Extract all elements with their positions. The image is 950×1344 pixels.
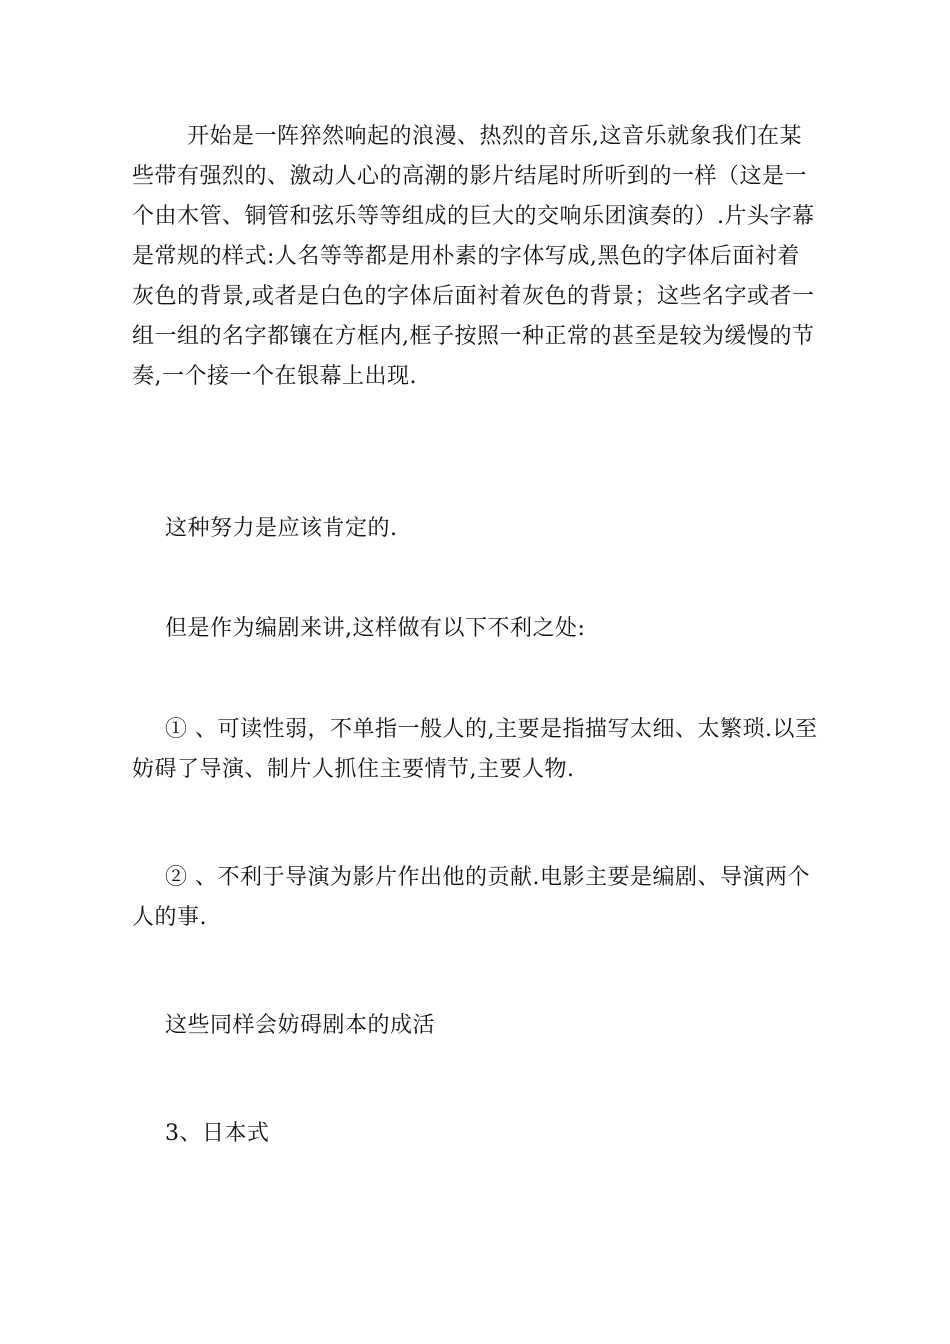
paragraph-affirmation: 这种努力是应该肯定的. [165, 516, 398, 541]
paragraph-point-2: ② 、不利于导演为影片作出他的贡献.电影主要是编剧、导演两个人的事. [132, 865, 810, 930]
paragraph-point-1: ① 、可读性弱，不单指一般人的,主要是指描写太细、太繁琐.以至妨碍了导演、制片人抓住主要情节,主要人物. [132, 717, 818, 782]
paragraph-disadvantages-intro: 但是作为编剧来讲,这样做有以下不利之处: [165, 616, 586, 641]
paragraph-conclusion: 这些同样会妨碍剧本的成活 [165, 1013, 436, 1038]
section-heading-japanese-style: 3、日本式 [165, 1121, 270, 1146]
paragraph-opening-music: 开始是一阵猝然响起的浪漫、热烈的音乐,这音乐就象我们在某些带有强烈的、激动人心的高潮的影片结尾时所听到的一样（这是一个由木管、铜管和弦乐等等组成的巨大的交响乐团演奏的）.片头字幕是常规的样式:人名等等都是用朴素的字体写成,黑色的字体后面衬着灰色的背景,或者是白色的字体后面衬着灰色的背景；这些名字或者一组一组的名字都镶在方框内,框子按照一种正常的甚至是较为缓慢的节奏,一个接一个在银幕上出现. [132, 124, 815, 389]
